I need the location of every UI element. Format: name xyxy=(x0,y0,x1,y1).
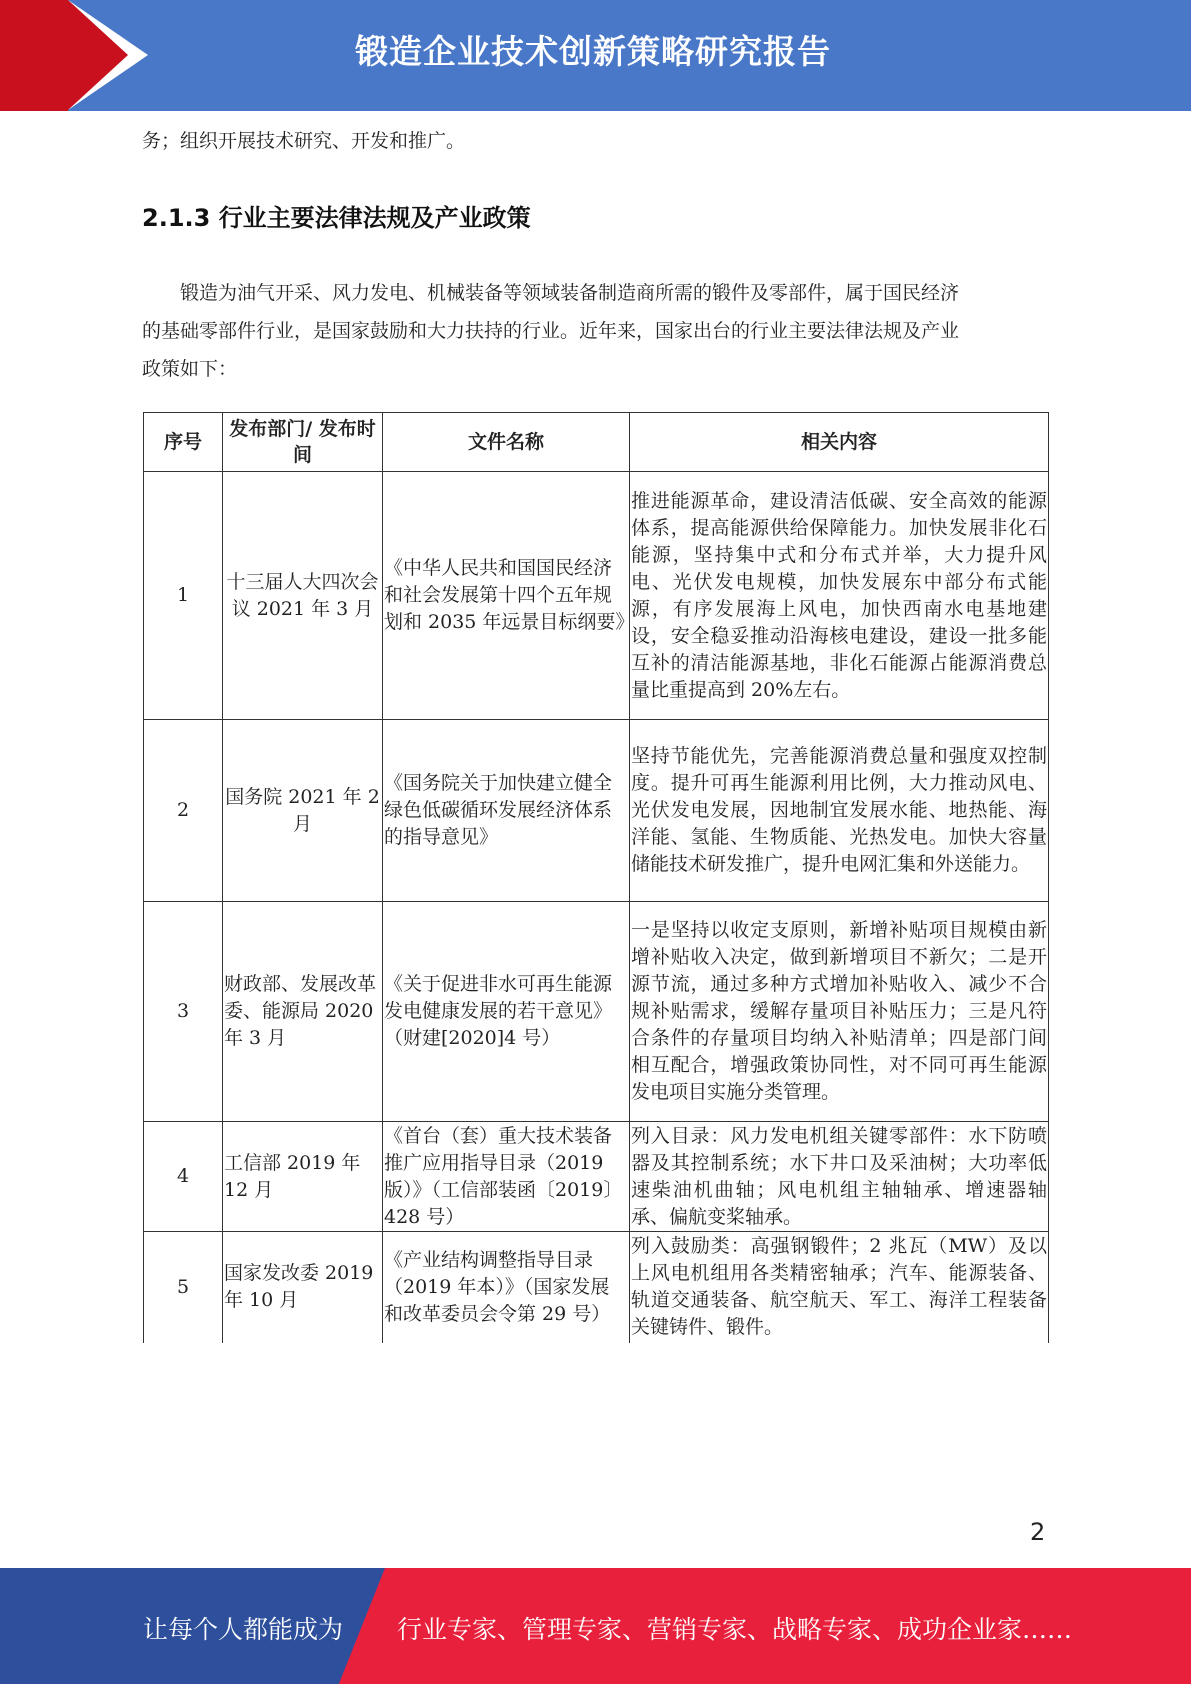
header-title: 锻造企业技术创新策略研究报告 xyxy=(355,32,831,71)
paragraph-line-1: 锻造为油气开采、风力发电、机械装备等领域装备制造商所需的锻件及零部件，属于国民经济 xyxy=(142,282,960,304)
header-red-chevron xyxy=(68,0,128,110)
page-number: 2 xyxy=(1030,1518,1046,1546)
intro-line: 务；组织开展技术研究、开发和推广。 xyxy=(142,130,466,152)
row-name: 《产业结构调整指导目录（2019 年本）》（国家发展和改革委员会令第 29 号） xyxy=(383,1232,630,1343)
row-name: 《首台（套）重大技术装备推广应用指导目录（2019 版）》（工信部装函〔2019〕 428 号） xyxy=(383,1122,630,1232)
row-dept: 国家发改委 2019 年 10 月 xyxy=(223,1232,383,1343)
header-dept: 发布部门/ 发布时间 xyxy=(223,413,383,472)
table-row xyxy=(144,1122,1049,1232)
row-dept: 国务院 2021 年 2 月 xyxy=(223,720,383,902)
table-row xyxy=(144,1232,1049,1343)
row-dept: 十三届人大四次会议 2021 年 3 月 xyxy=(223,472,383,720)
table-header-row xyxy=(144,413,1049,472)
header-content: 相关内容 xyxy=(630,413,1049,472)
row-content: 列入鼓励类：高强钢锻件；2 兆瓦（MW）及以上风电机组用各类精密轴承；汽车、能源装备、轨道交通装备、航空航天、军工、海洋工程装备关键铸件、锻件。 xyxy=(630,1232,1049,1343)
row-idx: 2 xyxy=(144,720,223,902)
row-content: 一是坚持以收定支原则，新增补贴项目规模由新增补贴收入决定，做到新增项目不新欠；二是开源节流，通过多种方式增加补贴收入、减少不合规补贴需求，缓解存量项目补贴压力；三是凡符合条件的存量项目均纳入补贴清单；四是部门间相互配合，增强政策协同性，对不同可再生能源发电项目实施分类管理。 xyxy=(630,902,1049,1122)
row-name: 《关于促进非水可再生能源发电健康发展的若干意见》 （财建[2020]4 号） xyxy=(383,902,630,1122)
row-idx: 4 xyxy=(144,1122,223,1232)
page-header xyxy=(0,0,1191,111)
header-name: 文件名称 xyxy=(383,413,630,472)
row-name: 《中华人民共和国国民经济和社会发展第十四个五年规划和 2035 年远景目标纲要》 xyxy=(383,472,630,720)
row-idx: 5 xyxy=(144,1232,223,1343)
table-row xyxy=(144,472,1049,720)
row-dept: 财政部、发展改革委、能源局 2020 年 3 月 xyxy=(223,902,383,1122)
table-row xyxy=(144,902,1049,1122)
table-row xyxy=(144,720,1049,902)
row-content: 坚持节能优先，完善能源消费总量和强度双控制度。提升可再生能源利用比例，大力推动风电、光伏发电发展，因地制宜发展水能、地热能、海洋能、氢能、生物质能、光热发电。加快大容量储能技术研发推广，提升电网汇集和外送能力。 xyxy=(630,720,1049,902)
paragraph-line-2: 的基础零部件行业，是国家鼓励和大力扶持的行业。近年来，国家出台的行业主要法律法规及产业 xyxy=(142,320,960,342)
row-name: 《国务院关于加快建立健全绿色低碳循环发展经济体系的指导意见》 xyxy=(383,720,630,902)
policy-table xyxy=(143,412,1049,1343)
row-idx: 1 xyxy=(144,472,223,720)
paragraph-line-3: 政策如下： xyxy=(142,358,238,380)
row-content: 列入目录：风力发电机组关键零部件：水下防喷器及其控制系统；水下井口及采油树；大功率低速柴油机曲轴；风电机组主轴轴承、增速器轴承、偏航变桨轴承。 xyxy=(630,1122,1049,1232)
page-footer xyxy=(0,1568,1191,1684)
footer-left-text: 让每个人都能成为 xyxy=(143,1615,344,1644)
section-heading: 2.1.3 行业主要法律法规及产业政策 xyxy=(142,204,531,232)
footer-right-text: 行业专家、管理专家、营销专家、战略专家、成功企业家…… xyxy=(397,1615,1073,1644)
row-idx: 3 xyxy=(144,902,223,1122)
header-idx: 序号 xyxy=(144,413,223,472)
row-dept: 工信部 2019 年 12 月 xyxy=(223,1122,383,1232)
header-red-block xyxy=(0,0,68,111)
section-paragraph xyxy=(142,274,1048,388)
row-content: 推进能源革命，建设清洁低碳、安全高效的能源体系，提高能源供给保障能力。加快发展非化石能源，坚持集中式和分布式并举，大力提升风电、光伏发电规模，加快发展东中部分布式能源，有序发展海上风电，加快西南水电基地建设，安全稳妥推动沿海核电建设，建设一批多能互补的清洁能源基地，非化石能源占能源消费总量比重提高到 20%左右。 xyxy=(630,472,1049,720)
